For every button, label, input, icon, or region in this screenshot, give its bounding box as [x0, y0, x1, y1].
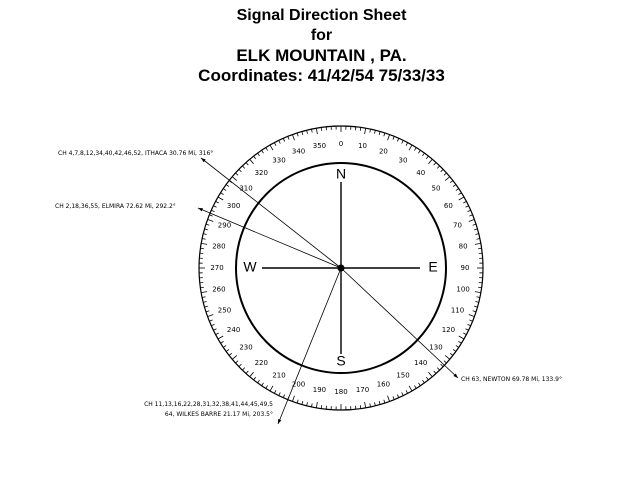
degree-tick — [393, 396, 394, 399]
signal-label-wilkes-barre-line2: 64, WILKES BARRE 21.17 Mi, 203.5° — [164, 411, 273, 418]
degree-tick — [375, 402, 376, 405]
degree-tick — [211, 210, 214, 211]
degree-tick — [221, 193, 224, 195]
degree-label: 140 — [414, 358, 428, 367]
degree-label: 280 — [212, 242, 226, 251]
degree-tick — [218, 197, 223, 200]
signal-label-elmira: CH 2,18,36,55, ELMIRA 72.62 Mi, 292.2° — [55, 203, 176, 210]
degree-tick — [311, 403, 312, 406]
degree-tick — [409, 145, 412, 150]
degree-tick — [316, 402, 317, 408]
degree-tick — [242, 368, 244, 371]
degree-tick — [266, 385, 268, 388]
signal-direction-line — [341, 268, 458, 378]
sheet-title-for: for — [310, 27, 333, 44]
degree-tick — [208, 315, 214, 317]
degree-tick — [229, 353, 232, 355]
degree-tick — [453, 349, 456, 351]
station-name: ELK MOUNTAIN , PA. — [236, 46, 407, 65]
degree-tick — [302, 132, 303, 135]
degree-tick — [475, 292, 481, 293]
degree-label: 210 — [272, 371, 286, 380]
degree-tick — [441, 169, 444, 171]
degree-label: 100 — [456, 285, 470, 294]
degree-tick — [406, 143, 408, 146]
degree-tick — [469, 315, 475, 317]
degree-tick — [475, 302, 478, 303]
signal-label-wilkes-barre-line1: CH 11,13,16,22,28,31,32,38,41,44,45,49,5 — [144, 401, 273, 408]
signal-direction-line — [278, 268, 341, 424]
degree-tick — [279, 140, 281, 143]
degree-label: 180 — [334, 388, 348, 396]
degree-tick — [370, 403, 371, 406]
degree-tick — [434, 162, 436, 165]
degree-tick — [418, 150, 420, 153]
degree-label: 40 — [416, 169, 426, 178]
degree-tick — [274, 390, 276, 393]
degree-label: 20 — [378, 147, 388, 156]
degree-label: 340 — [291, 147, 306, 156]
degree-tick — [203, 302, 206, 303]
degree-tick — [406, 390, 408, 393]
degree-tick — [201, 243, 207, 244]
degree-label: 320 — [254, 169, 268, 178]
degree-tick — [445, 177, 450, 181]
degree-label: 110 — [450, 306, 465, 315]
degree-tick — [469, 320, 472, 321]
degree-tick — [450, 181, 453, 183]
degree-tick — [450, 353, 453, 355]
degree-tick — [274, 143, 276, 146]
signal-arrowhead — [278, 419, 281, 424]
degree-label: 120 — [441, 326, 456, 334]
degree-tick — [444, 173, 447, 175]
degree-label: 250 — [217, 306, 232, 315]
degree-tick — [469, 215, 472, 216]
degree-tick — [370, 129, 371, 132]
east-label: E — [428, 258, 438, 275]
degree-tick — [209, 215, 212, 216]
degree-tick — [475, 234, 478, 235]
degree-tick — [445, 355, 450, 359]
degree-label: 160 — [376, 380, 391, 389]
degree-tick — [258, 153, 260, 156]
degree-tick — [262, 150, 264, 153]
degree-tick — [216, 333, 219, 335]
degree-label: 260 — [212, 285, 226, 294]
degree-tick — [250, 372, 254, 377]
degree-tick — [444, 361, 447, 363]
degree-tick — [434, 371, 436, 374]
degree-tick — [203, 234, 206, 235]
degree-tick — [458, 341, 461, 343]
degree-tick — [453, 185, 456, 187]
degree-tick — [473, 224, 476, 225]
degree-tick — [202, 238, 205, 239]
degree-label: 170 — [355, 386, 370, 395]
degree-tick — [384, 400, 385, 403]
degree-tick — [288, 136, 289, 139]
degree-tick — [409, 386, 412, 391]
degree-tick — [475, 243, 481, 244]
degree-tick — [311, 129, 312, 132]
degree-tick — [232, 177, 237, 181]
degree-tick — [213, 329, 216, 331]
degree-tick — [474, 229, 477, 230]
degree-tick — [402, 392, 404, 395]
signal-direction-line — [201, 158, 341, 268]
degree-tick — [208, 219, 214, 221]
signal-label-newton: CH 63, NEWTON 69.78 Mi, 133.9° — [461, 376, 562, 383]
degree-label: 30 — [398, 156, 408, 165]
signal-direction-line — [198, 208, 341, 268]
degree-tick — [254, 156, 256, 159]
degree-tick — [283, 138, 284, 141]
degree-tick — [437, 166, 439, 169]
degree-tick — [292, 135, 294, 141]
degree-tick — [476, 238, 479, 239]
degree-tick — [206, 224, 209, 225]
degree-tick — [459, 197, 464, 200]
compass-center-dot — [338, 265, 345, 272]
degree-label: 10 — [358, 141, 367, 150]
degree-tick — [456, 189, 459, 191]
degree-tick — [216, 201, 219, 203]
degree-tick — [463, 201, 466, 203]
degree-tick — [270, 145, 273, 150]
degree-label: 90 — [460, 264, 470, 272]
degree-tick — [213, 206, 216, 208]
degree-tick — [316, 128, 317, 134]
degree-tick — [250, 159, 254, 164]
degree-tick — [428, 159, 432, 164]
degree-tick — [246, 371, 248, 374]
degree-tick — [375, 130, 376, 133]
degree-tick — [254, 377, 256, 380]
degree-tick — [468, 210, 471, 211]
station-coordinates: Coordinates: 41/42/54 75/33/33 — [198, 66, 445, 85]
degree-tick — [297, 400, 298, 403]
degree-tick — [239, 364, 242, 366]
degree-tick — [456, 345, 459, 347]
degree-tick — [201, 292, 207, 293]
degree-tick — [397, 138, 398, 141]
degree-label: 300 — [226, 202, 241, 210]
degree-tick — [469, 219, 475, 221]
degree-tick — [402, 140, 404, 143]
degree-tick — [473, 311, 476, 312]
degree-label: 350 — [312, 141, 327, 150]
degree-tick — [235, 361, 238, 363]
degree-tick — [205, 229, 208, 230]
degree-tick — [384, 133, 385, 136]
degree-tick — [468, 324, 471, 325]
degree-tick — [302, 401, 303, 404]
degree-tick — [393, 136, 394, 139]
degree-tick — [235, 173, 238, 175]
degree-tick — [307, 402, 308, 405]
degree-tick — [205, 306, 208, 307]
degree-tick — [221, 341, 224, 343]
degree-tick — [476, 297, 479, 298]
degree-label: 150 — [396, 371, 410, 380]
degree-label: 200 — [291, 380, 306, 389]
degree-tick — [223, 189, 226, 191]
degree-tick — [365, 402, 366, 408]
degree-tick — [465, 329, 468, 331]
degree-tick — [465, 206, 468, 208]
degree-tick — [242, 166, 244, 169]
degree-tick — [239, 169, 242, 171]
degree-tick — [297, 133, 298, 136]
south-label: S — [336, 352, 346, 369]
degree-tick — [463, 333, 466, 335]
degree-tick — [218, 336, 223, 339]
degree-tick — [426, 156, 428, 159]
degree-tick — [262, 383, 264, 386]
degree-label: 270 — [210, 264, 224, 272]
degree-tick — [459, 336, 464, 339]
north-label: N — [335, 165, 347, 182]
signal-arrowhead — [198, 208, 203, 211]
degree-tick — [258, 380, 260, 383]
degree-tick — [414, 148, 416, 151]
degree-tick — [418, 383, 420, 386]
degree-tick — [428, 372, 432, 377]
degree-label: 310 — [239, 184, 253, 193]
degree-label: 290 — [217, 221, 232, 230]
degree-tick — [379, 132, 380, 135]
degree-tick — [211, 324, 214, 325]
degree-tick — [414, 385, 416, 388]
degree-label: 70 — [453, 221, 462, 230]
degree-tick — [223, 345, 226, 347]
degree-tick — [266, 148, 268, 151]
degree-tick — [206, 311, 209, 312]
degree-tick — [422, 153, 424, 156]
signal-labels — [55, 150, 562, 418]
degree-tick — [226, 185, 229, 187]
degree-tick — [270, 386, 273, 391]
degree-label: 230 — [239, 343, 253, 352]
west-label: W — [243, 258, 257, 275]
degree-tick — [209, 320, 212, 321]
degree-label: 50 — [431, 184, 441, 193]
degree-tick — [283, 395, 284, 398]
degree-label: 0 — [338, 140, 344, 148]
degree-tick — [202, 297, 205, 298]
degree-tick — [379, 401, 380, 404]
degree-label: 330 — [272, 156, 286, 165]
degree-tick — [246, 162, 248, 165]
degree-tick — [232, 355, 237, 359]
degree-label: 190 — [312, 386, 327, 395]
degree-tick — [307, 130, 308, 133]
degree-tick — [279, 392, 281, 395]
degree-label: 240 — [226, 326, 241, 334]
degree-label: 60 — [443, 202, 453, 210]
degree-tick — [388, 396, 390, 402]
degree-tick — [437, 368, 439, 371]
degree-tick — [397, 395, 398, 398]
degree-tick — [365, 128, 366, 134]
degree-tick — [458, 193, 461, 195]
degree-tick — [226, 349, 229, 351]
signal-label-ithaca: CH 4,7,8,12,34,40,42,46,52, ITHACA 30.76 Mi, 316° — [58, 150, 214, 157]
degree-tick — [292, 396, 294, 402]
degree-label: 130 — [429, 343, 443, 352]
degree-tick — [441, 364, 444, 366]
degree-tick — [426, 377, 428, 380]
sheet-title: Signal Direction Sheet — [236, 7, 407, 24]
degree-label: 220 — [254, 358, 268, 367]
degree-tick — [388, 135, 390, 141]
degree-label: 80 — [458, 242, 468, 251]
degree-tick — [422, 380, 424, 383]
degree-tick — [474, 306, 477, 307]
